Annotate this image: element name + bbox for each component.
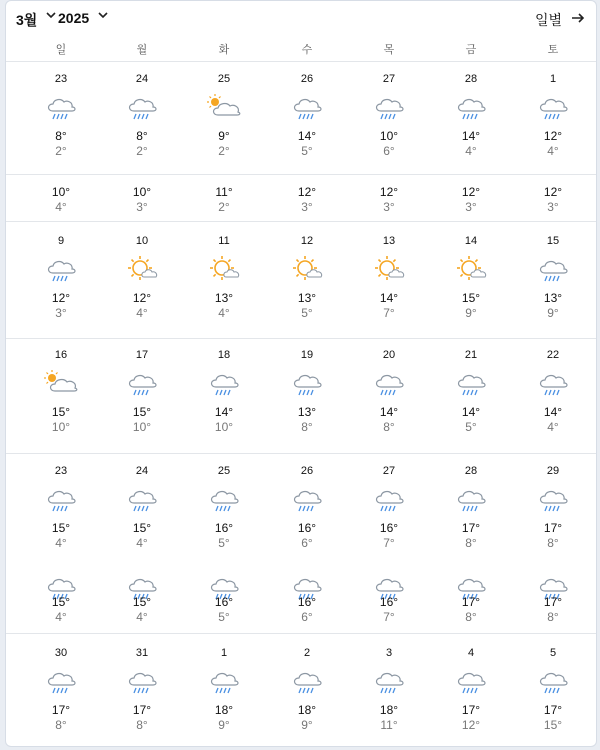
low-temp: 5° (465, 420, 477, 434)
day-number: 19 (300, 349, 314, 361)
high-temp: 10° (379, 129, 399, 143)
day-number: 9 (57, 235, 65, 247)
high-temp: 17° (461, 521, 481, 535)
low-temp: 10° (51, 420, 71, 434)
day-number: 24 (135, 73, 149, 85)
rain-icon (371, 369, 407, 397)
day-cell[interactable] (107, 235, 177, 335)
rain-icon (371, 93, 407, 121)
low-temp: 4° (465, 144, 477, 158)
high-temp: 16° (379, 595, 399, 609)
high-temp: 12° (543, 129, 563, 143)
rain-icon (124, 369, 160, 397)
day-cell[interactable] (436, 465, 506, 565)
day-number: 16 (54, 349, 68, 361)
rain-icon (453, 369, 489, 397)
low-temp: 12° (461, 718, 481, 732)
day-cell[interactable] (26, 349, 96, 449)
low-temp: 4° (55, 200, 67, 214)
day-number: 1 (220, 647, 228, 659)
day-number: 27 (382, 465, 396, 477)
day-cell[interactable] (189, 647, 259, 747)
day-cell[interactable] (518, 647, 588, 747)
rain-icon (43, 667, 79, 695)
day-cell[interactable] (107, 465, 177, 565)
row-divider (6, 221, 596, 222)
weather-calendar-panel (5, 0, 597, 747)
low-temp: 4° (218, 306, 230, 320)
calendar-header (6, 1, 596, 35)
day-number: 18 (217, 349, 231, 361)
row-divider (6, 61, 596, 62)
high-temp: 14° (379, 405, 399, 419)
low-temp: 4° (136, 306, 148, 320)
low-temp: 8° (136, 718, 148, 732)
low-temp: 3° (465, 200, 477, 214)
daily-view-link[interactable]: 일별 (534, 12, 562, 28)
day-number: 30 (54, 647, 68, 659)
rain-icon (289, 667, 325, 695)
low-temp: 5° (301, 306, 313, 320)
high-temp: 8° (55, 129, 67, 143)
weekday-label: 일 (55, 44, 67, 56)
high-temp: 17° (543, 595, 563, 609)
rain-icon (124, 93, 160, 121)
day-number: 20 (382, 349, 396, 361)
high-temp: 17° (461, 595, 481, 609)
day-cell[interactable] (272, 647, 342, 747)
day-cell[interactable] (518, 465, 588, 565)
low-temp: 9° (301, 718, 313, 732)
low-temp: 4° (547, 144, 559, 158)
day-cell[interactable] (436, 235, 506, 335)
day-cell[interactable] (272, 349, 342, 449)
arrow-right-icon[interactable] (570, 10, 586, 26)
rain-icon (535, 485, 571, 513)
high-temp: 11° (215, 185, 233, 199)
day-cell[interactable] (189, 465, 259, 565)
day-cell[interactable] (354, 349, 424, 449)
high-temp: 12° (379, 185, 399, 199)
rain-icon (535, 369, 571, 397)
month-selector[interactable]: 3월 (16, 12, 38, 28)
row-divider (6, 174, 596, 175)
low-temp: 3° (55, 306, 67, 320)
rain-icon (43, 485, 79, 513)
day-number: 2 (303, 647, 311, 659)
day-number: 14 (464, 235, 478, 247)
sun-cloud-icon (289, 255, 325, 283)
high-temp: 17° (461, 703, 481, 717)
day-cell[interactable] (107, 73, 177, 173)
low-temp: 2° (136, 144, 148, 158)
chevron-down-icon[interactable] (44, 8, 58, 22)
high-temp: 14° (214, 405, 234, 419)
day-number: 23 (54, 465, 68, 477)
day-number: 3 (385, 647, 393, 659)
rain-icon (453, 667, 489, 695)
high-temp: 17° (543, 521, 563, 535)
day-number: 11 (218, 235, 230, 247)
weekday-label: 월 (136, 44, 148, 56)
year-selector[interactable]: 2025 (58, 10, 90, 26)
high-temp: 12° (461, 185, 481, 199)
low-temp: 7° (383, 306, 395, 320)
rain-icon (371, 667, 407, 695)
low-temp: 15° (543, 718, 563, 732)
high-temp: 18° (297, 703, 317, 717)
rain-icon (124, 485, 160, 513)
sun-cloud-icon (453, 255, 489, 283)
day-number: 5 (549, 647, 557, 659)
weekday-label: 수 (301, 44, 313, 56)
low-temp: 8° (547, 536, 559, 550)
weekday-label: 화 (218, 44, 230, 56)
day-cell[interactable] (26, 647, 96, 747)
high-temp: 15° (51, 521, 71, 535)
low-temp: 3° (136, 200, 148, 214)
day-cell[interactable] (354, 73, 424, 173)
day-cell[interactable] (26, 465, 96, 565)
low-temp: 2° (55, 144, 67, 158)
low-temp: 5° (301, 144, 313, 158)
high-temp: 14° (461, 405, 481, 419)
day-number: 4 (467, 647, 475, 659)
low-temp: 4° (55, 610, 67, 624)
low-temp: 8° (55, 718, 67, 732)
high-temp: 16° (379, 521, 399, 535)
high-temp: 18° (379, 703, 399, 717)
high-temp: 9° (218, 129, 230, 143)
rain-icon (535, 667, 571, 695)
low-temp: 9° (547, 306, 559, 320)
rain-icon (371, 485, 407, 513)
low-temp: 4° (547, 420, 559, 434)
day-number: 26 (300, 465, 314, 477)
sun-cloud-icon (206, 255, 242, 283)
weekday-label: 금 (465, 44, 477, 56)
sun-cloud-icon (371, 255, 407, 283)
high-temp: 12° (297, 185, 317, 199)
low-temp: 9° (465, 306, 477, 320)
rain-icon (206, 667, 242, 695)
day-cell[interactable] (436, 647, 506, 747)
low-temp: 3° (547, 200, 559, 214)
day-cell[interactable] (189, 235, 259, 335)
day-cell[interactable] (354, 647, 424, 747)
high-temp: 17° (132, 703, 152, 717)
day-cell[interactable] (518, 73, 588, 173)
day-cell[interactable] (518, 349, 588, 449)
rain-icon (124, 667, 160, 695)
day-number: 28 (464, 73, 478, 85)
high-temp: 13° (297, 291, 317, 305)
day-cell[interactable] (436, 73, 506, 173)
day-cell[interactable] (272, 235, 342, 335)
weekday-label: 토 (547, 44, 559, 56)
high-temp: 10° (132, 185, 152, 199)
weekday-label: 목 (383, 44, 395, 56)
day-number: 17 (135, 349, 149, 361)
partly-sunny-icon (206, 93, 242, 121)
day-cell[interactable] (272, 465, 342, 565)
high-temp: 16° (214, 521, 234, 535)
high-temp: 14° (543, 405, 563, 419)
high-temp: 14° (461, 129, 481, 143)
high-temp: 17° (51, 703, 71, 717)
high-temp: 15° (132, 595, 152, 609)
chevron-down-icon[interactable] (96, 8, 110, 22)
high-temp: 18° (214, 703, 234, 717)
rain-icon (453, 485, 489, 513)
high-temp: 14° (379, 291, 399, 305)
high-temp: 13° (543, 291, 563, 305)
day-cell[interactable] (189, 349, 259, 449)
high-temp: 8° (136, 129, 148, 143)
low-temp: 5° (218, 610, 230, 624)
day-cell[interactable] (189, 73, 259, 173)
low-temp: 6° (383, 144, 395, 158)
day-number: 24 (135, 465, 149, 477)
low-temp: 8° (465, 536, 477, 550)
low-temp: 2° (218, 200, 230, 214)
low-temp: 4° (136, 610, 148, 624)
day-number: 31 (135, 647, 149, 659)
low-temp: 3° (301, 200, 313, 214)
day-number: 12 (300, 235, 314, 247)
rain-icon (43, 93, 79, 121)
day-number: 28 (464, 465, 478, 477)
rain-icon (535, 255, 571, 283)
row-divider (6, 633, 596, 634)
high-temp: 16° (297, 521, 317, 535)
day-cell[interactable] (518, 235, 588, 335)
day-number: 25 (217, 465, 231, 477)
day-number: 13 (382, 235, 396, 247)
low-temp: 6° (301, 536, 313, 550)
rain-icon (289, 93, 325, 121)
low-temp: 10° (214, 420, 234, 434)
rain-icon (43, 255, 79, 283)
low-temp: 2° (218, 144, 230, 158)
high-temp: 13° (214, 291, 234, 305)
partly-sunny-icon (43, 369, 79, 397)
low-temp: 4° (55, 536, 67, 550)
low-temp: 8° (301, 420, 313, 434)
day-cell[interactable] (354, 465, 424, 565)
rain-icon (289, 485, 325, 513)
low-temp: 4° (136, 536, 148, 550)
high-temp: 14° (297, 129, 317, 143)
high-temp: 12° (543, 185, 563, 199)
day-number: 1 (549, 73, 557, 85)
day-cell[interactable] (26, 235, 96, 335)
day-number: 22 (546, 349, 560, 361)
low-temp: 10° (132, 420, 152, 434)
low-temp: 7° (383, 536, 395, 550)
rain-icon (206, 485, 242, 513)
day-number: 23 (54, 73, 68, 85)
low-temp: 7° (383, 610, 395, 624)
high-temp: 15° (132, 521, 152, 535)
high-temp: 15° (461, 291, 481, 305)
day-number: 29 (546, 465, 560, 477)
high-temp: 16° (297, 595, 317, 609)
day-cell[interactable] (272, 73, 342, 173)
high-temp: 17° (543, 703, 563, 717)
high-temp: 12° (51, 291, 71, 305)
high-temp: 15° (51, 595, 71, 609)
day-number: 21 (464, 349, 478, 361)
rain-icon (453, 93, 489, 121)
low-temp: 8° (383, 420, 395, 434)
high-temp: 16° (214, 595, 234, 609)
low-temp: 9° (218, 718, 230, 732)
high-temp: 12° (132, 291, 152, 305)
high-temp: 15° (51, 405, 71, 419)
rain-icon (289, 369, 325, 397)
day-number: 15 (546, 235, 560, 247)
high-temp: 15° (132, 405, 152, 419)
low-temp: 6° (301, 610, 313, 624)
low-temp: 11° (380, 718, 398, 732)
day-cell[interactable] (26, 73, 96, 173)
day-number: 25 (217, 73, 231, 85)
low-temp: 8° (465, 610, 477, 624)
day-number: 26 (300, 73, 314, 85)
day-cell[interactable] (436, 349, 506, 449)
day-cell[interactable] (107, 647, 177, 747)
day-number: 27 (382, 73, 396, 85)
row-divider (6, 453, 596, 454)
day-number: 10 (135, 235, 149, 247)
row-divider (6, 338, 596, 339)
low-temp: 3° (383, 200, 395, 214)
low-temp: 5° (218, 536, 230, 550)
high-temp: 10° (51, 185, 71, 199)
rain-icon (535, 93, 571, 121)
day-cell[interactable] (107, 349, 177, 449)
rain-icon (206, 369, 242, 397)
high-temp: 13° (297, 405, 317, 419)
day-cell[interactable] (354, 235, 424, 335)
low-temp: 8° (547, 610, 559, 624)
sun-cloud-icon (124, 255, 160, 283)
